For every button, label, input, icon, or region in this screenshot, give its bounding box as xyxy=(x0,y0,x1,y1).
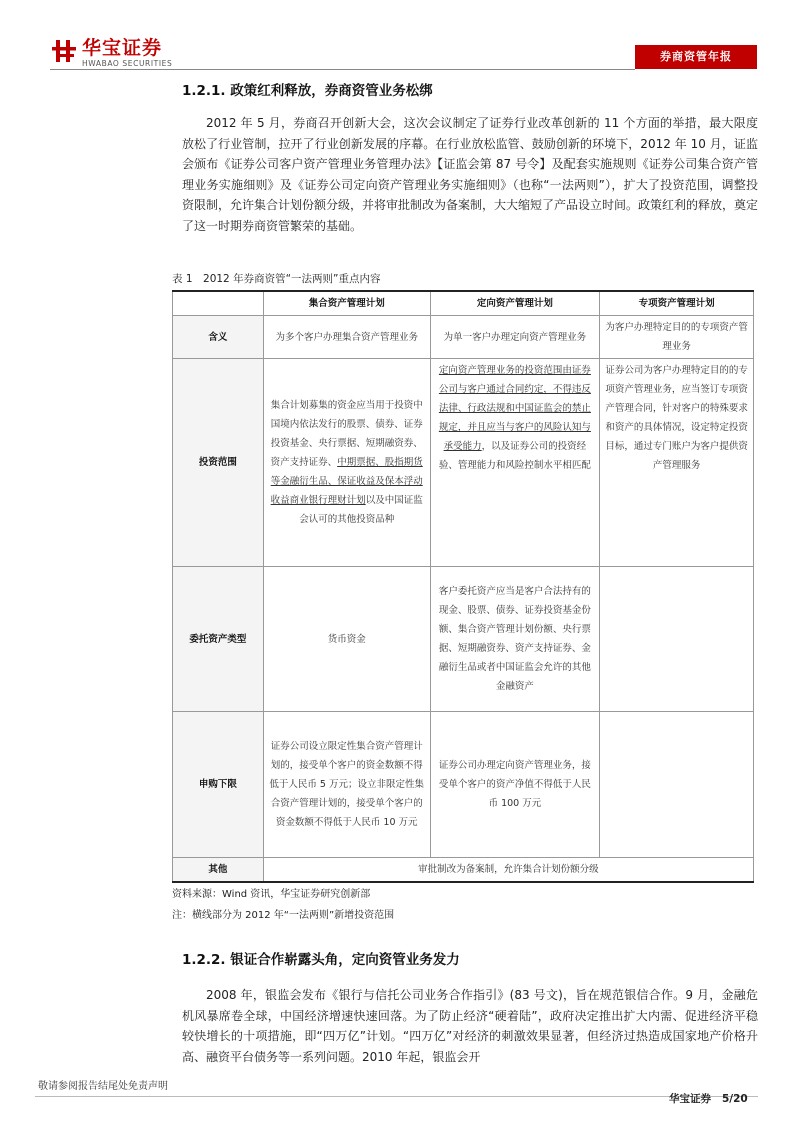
table-row-minimum xyxy=(173,712,754,858)
table-row-other xyxy=(173,858,754,883)
table-row-meaning xyxy=(173,316,754,359)
header-divider xyxy=(50,69,635,70)
paragraph-text: 2012 年 5 月，券商召开创新大会，这次会议制定了证券行业改革创新的 11 个方面的举措，最大限度放松了行业管制，拉开了行业创新发展的序幕。在行业放松监管、鼓励创新的环境下，2012 年 10 月，证监会颁布《证券公司客户资产管理业务管理办法》【证监会第 87 号令】及配套实施规则《证券公司集合资产管理业务实施细则》及《证券公司定向资产管理业务实施细则》（也称“一法两则”），扩大了投资范围，调整投资限制，允许集合计划份额分级，并将审批制改为备案制，大大缩短了产品设立时间。政策红利的释放，奠定了这一时期券商资管繁荣的基础。 xyxy=(182,116,759,233)
table-row-assets xyxy=(173,567,754,712)
table-source: 资料来源：Wind 资讯，华宝证券研究创新部 xyxy=(172,889,371,900)
page-number: 5/20 xyxy=(721,1093,748,1105)
cell-scope-directional xyxy=(430,359,600,567)
row-label-minimum: 申购下限 xyxy=(173,712,264,858)
cell-scope-collective xyxy=(263,359,430,567)
column-header-directional: 定向资产管理计划 xyxy=(430,291,600,316)
column-header-blank xyxy=(173,291,264,316)
cell-other: 审批制改为备案制，允许集合计划份额分级 xyxy=(263,858,753,883)
table-header-row xyxy=(173,291,754,316)
table-row-scope xyxy=(173,359,754,567)
section-heading-1-2-1: 1.2.1. 政策红利释放，券商资管业务松绑 xyxy=(182,83,433,99)
footer-company: 华宝证券 xyxy=(669,1093,711,1105)
table-note: 注：横线部分为 2012 年“一法两则”新增投资范围 xyxy=(172,910,395,921)
row-label-assets: 委托资产类型 xyxy=(173,567,264,712)
section-heading-1-2-2: 1.2.2. 银证合作崭露头角，定向资管业务发力 xyxy=(182,952,460,968)
cell-minimum-directional: 证券公司办理定向资产管理业务，接受单个客户的资产净值不得低于人民币 100 万元 xyxy=(430,712,600,858)
report-type-badge: 券商资管年报 xyxy=(635,45,757,69)
cell-assets-directional: 客户委托资产应当是客户合法持有的现金、股票、债券、证券投资基金份额、集合资产管理计划份额、央行票据、短期融资券、资产支持证券、金融衍生品或者中国证监会允许的其他金融资产 xyxy=(430,567,600,712)
footer-company-page xyxy=(669,1091,748,1106)
cell-minimum-collective: 证券公司设立限定性集合资产管理计划的，接受单个客户的资金数额不得低于人民币 5 万元；设立非限定性集合资产管理计划的，接受单个客户的资金数额不得低于人民币 10 万元 xyxy=(263,712,430,858)
scope-collective-new-text: 中期票据、股指期货等金融衍生品、保证收益及保本浮动收益商业银行理财计划 xyxy=(270,457,423,506)
section-paragraph-1-2-1 xyxy=(182,113,758,236)
scope-directional-tail-text: ，以及证券公司的投资经验、管理能力和风险控制水平相匹配 xyxy=(438,441,591,471)
company-name-en: HWABAO SECURITIES xyxy=(82,59,173,68)
cell-minimum-special xyxy=(600,712,754,858)
cell-scope-special: 证券公司为客户办理特定目的的专项资产管理业务，应当签订专项资产管理合同，针对客户的特殊要求和资产的具体情况，设定特定投资目标，通过专门账户为客户提供资产管理服务 xyxy=(600,359,754,567)
cell-assets-collective: 货币资金 xyxy=(263,567,430,712)
hwabao-logo-icon xyxy=(52,38,76,64)
paragraph-text: 2008 年，银监会发布《银行与信托公司业务合作指引》(83 号文)，旨在规范银信合作。9 月，金融危机风暴席卷全球，中国经济增速快速回落。为了防止经济“硬着陆”，政府决定推出扩大内需、促进经济平稳较快增长的十项措施，即“四万亿”计划。“四万亿”对经济的刺激效果显著，但经济过热造成国家地产价格升高、融资平台债务等一系列问题。2010 年起，银监会开 xyxy=(182,988,758,1064)
row-label-other: 其他 xyxy=(173,858,264,883)
scope-collective-text: 集合计划募集的资金应当用于投资中国境内依法发行的股票、债券、证券投资基金、央行票据、短期融资券、资产支持证券、 xyxy=(270,400,423,468)
cell-meaning-special: 为客户办理特定目的的专项资产管理业务 xyxy=(600,316,754,359)
cell-meaning-collective: 为多个客户办理集合资产管理业务 xyxy=(263,316,430,359)
disclaimer-text: 敬请参阅报告结尾处免责声明 xyxy=(38,1081,168,1092)
column-header-collective: 集合资产管理计划 xyxy=(263,291,430,316)
row-label-meaning: 含义 xyxy=(173,316,264,359)
cell-meaning-directional: 为单一客户办理定向资产管理业务 xyxy=(430,316,600,359)
row-label-scope: 投资范围 xyxy=(173,359,264,567)
company-name-cn: 华宝证券 xyxy=(82,37,163,59)
column-header-special: 专项资产管理计划 xyxy=(600,291,754,316)
policy-table xyxy=(172,290,754,883)
cell-assets-special xyxy=(600,567,754,712)
scope-collective-tail-text: 以及中国证监会认可的其他投资品种 xyxy=(299,495,423,525)
table-caption: 表 1 2012 年券商资管“一法两则”重点内容 xyxy=(172,273,381,285)
scope-directional-new-text: 定向资产管理业务的投资范围由证券公司与客户通过合同约定，不得违反法律、行政法规和中国证监会的禁止规定，并且应当与客户的风险认知与承受能力 xyxy=(438,365,591,452)
section-paragraph-1-2-2 xyxy=(182,985,758,1067)
footer-divider xyxy=(35,1096,758,1097)
